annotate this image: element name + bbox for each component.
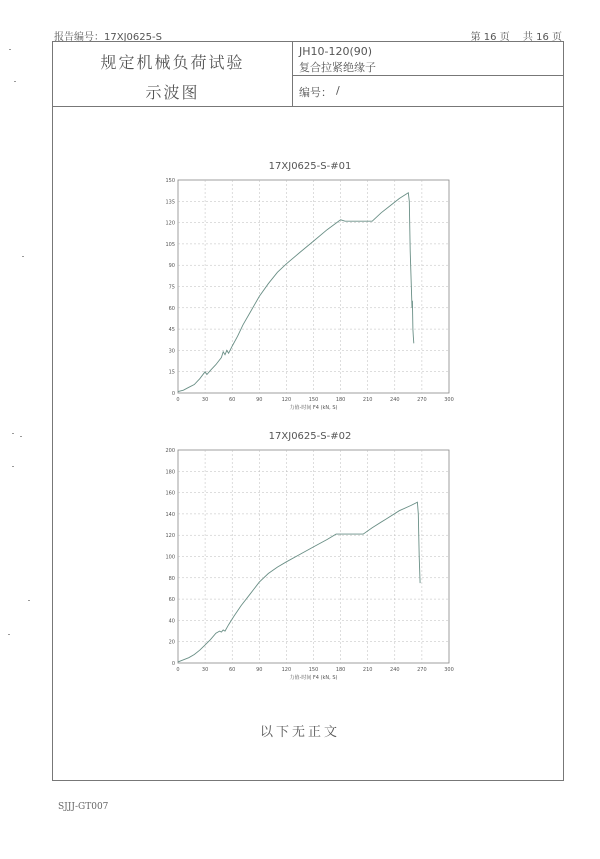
x-tick-label: 60 <box>229 397 236 403</box>
scan-speck <box>28 600 30 601</box>
x-tick-label: 300 <box>444 667 454 673</box>
x-tick-label: 0 <box>176 397 180 403</box>
y-tick-label: 0 <box>171 661 175 667</box>
y-tick-label: 60 <box>168 597 175 604</box>
y-tick-label: 15 <box>168 369 175 376</box>
y-tick-label: 150 <box>165 178 175 184</box>
x-tick-label: 90 <box>256 667 263 673</box>
model-number: JH10-120(90) <box>299 45 373 58</box>
scan-speck <box>22 256 24 257</box>
y-tick-label: 135 <box>165 199 175 206</box>
y-tick-label: 140 <box>165 511 175 518</box>
x-tick-label: 60 <box>229 667 236 673</box>
divider-mid <box>293 75 563 76</box>
scan-speck <box>12 466 14 467</box>
x-tick-label: 270 <box>417 667 427 673</box>
scan-speck <box>12 433 14 434</box>
y-tick-label: 80 <box>168 575 175 582</box>
x-tick-label: 210 <box>362 667 373 673</box>
x-tick-label: 180 <box>335 667 346 673</box>
title-cell <box>53 42 293 107</box>
x-tick-label: 270 <box>417 397 427 403</box>
chart-2 <box>160 446 460 686</box>
page-total: 共 16 页 <box>522 32 562 43</box>
x-tick-label: 150 <box>308 397 319 403</box>
scan-speck <box>9 49 11 50</box>
y-tick-label: 120 <box>165 220 175 227</box>
product-name: 复合拉紧绝缘子 <box>299 61 376 74</box>
form-code: SJJJ-GT007 <box>58 802 109 812</box>
title-line1: 规定机械负荷试验 <box>100 53 245 72</box>
y-tick-label: 30 <box>168 348 175 355</box>
serial-value: / <box>336 84 340 97</box>
x-tick-label: 210 <box>362 397 373 403</box>
y-tick-label: 180 <box>165 469 175 476</box>
x-tick-label: 240 <box>390 667 400 673</box>
end-of-text: 以下无正文 <box>259 725 340 740</box>
x-axis-label: 力值-时间 F4 (kN, S) <box>289 675 338 681</box>
x-tick-label: 0 <box>176 667 180 673</box>
title-line2: 示波图 <box>145 83 200 102</box>
chart-2-title: 17XJ0625-S-#02 <box>268 431 352 442</box>
y-tick-label: 105 <box>165 241 175 248</box>
chart-1-title: 17XJ0625-S-#01 <box>268 161 352 172</box>
y-tick-label: 40 <box>168 618 175 625</box>
divider-head-bottom <box>53 106 563 107</box>
page-number: 第 16 页 <box>470 32 510 43</box>
x-tick-label: 240 <box>390 397 400 403</box>
y-tick-label: 0 <box>171 391 175 397</box>
y-tick-label: 160 <box>165 490 175 497</box>
y-tick-label: 200 <box>165 448 175 454</box>
y-tick-label: 75 <box>168 284 175 291</box>
y-tick-label: 60 <box>168 305 175 312</box>
y-tick-label: 100 <box>165 554 175 561</box>
chart-1 <box>160 176 460 416</box>
x-tick-label: 120 <box>281 397 292 403</box>
x-tick-label: 30 <box>201 667 209 673</box>
x-tick-label: 180 <box>335 397 346 403</box>
x-tick-label: 30 <box>201 397 209 403</box>
x-tick-label: 120 <box>281 667 292 673</box>
x-tick-label: 150 <box>308 667 319 673</box>
report-number: 报告编号：17XJ0625-S <box>54 32 162 43</box>
y-tick-label: 90 <box>168 263 175 270</box>
y-tick-label: 120 <box>165 533 175 540</box>
serial-label: 编号： <box>299 86 332 99</box>
scan-speck <box>14 81 16 82</box>
x-axis-label: 力值-时间 F4 (kN, S) <box>289 405 338 411</box>
x-tick-label: 300 <box>444 397 454 403</box>
x-tick-label: 90 <box>256 397 263 403</box>
y-tick-label: 20 <box>168 639 175 646</box>
scan-speck <box>20 436 22 437</box>
scan-speck <box>8 634 10 635</box>
y-tick-label: 45 <box>168 327 175 334</box>
